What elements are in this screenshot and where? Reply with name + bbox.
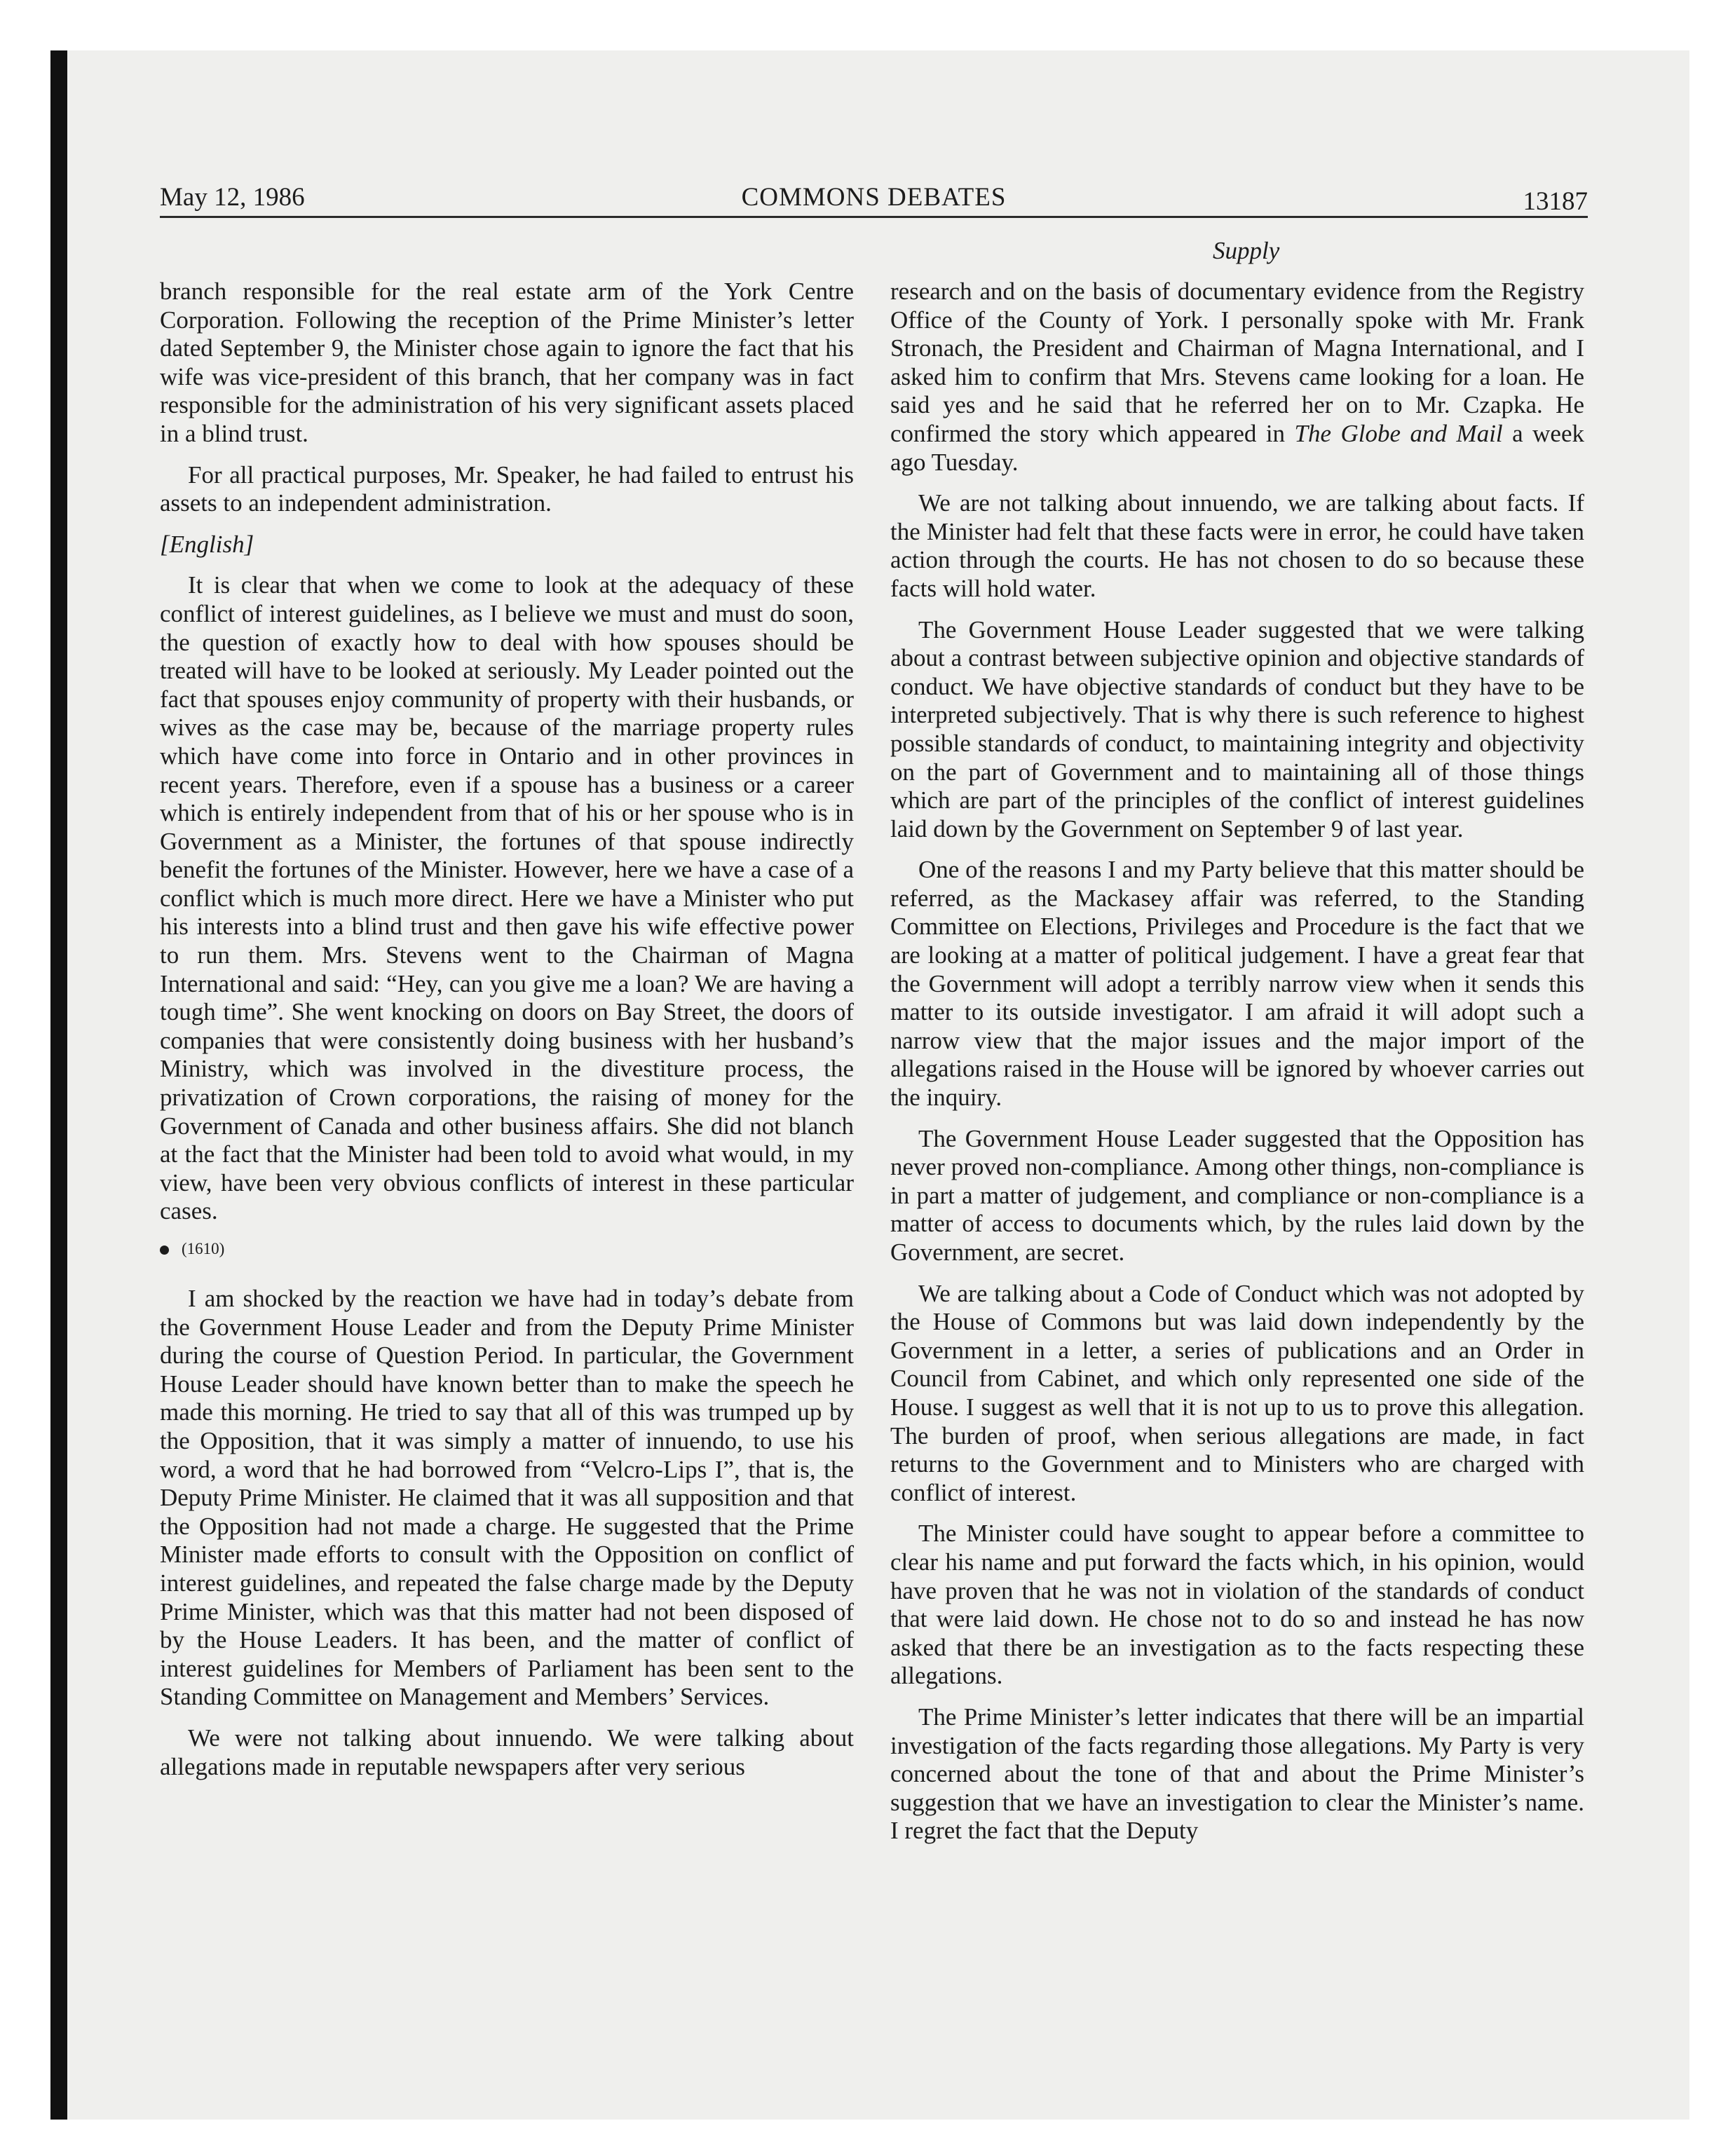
paragraph: For all practical purposes, Mr. Speaker, he had failed to entrust his assets to an independent administration.	[160, 460, 854, 517]
header-page-number: 13187	[1523, 187, 1588, 216]
paragraph: The Minister could have sought to appear before a committee to clear his name and put forward the facts which, in his opinion, would have proven that he was not in violation of the standards of conduct that were laid down. He chose not to do so and instead he has now asked that there be an investigation as to the facts respecting these allegations.	[890, 1520, 1584, 1690]
header-title: COMMONS DEBATES	[741, 183, 1007, 212]
paragraph: We were not talking about innuendo. We were talking about allegations made in reputable newspapers after very serious	[160, 1724, 854, 1780]
paragraph: It is clear that when we come to look at the adequacy of these conflict of interest guidelines, as I believe we must and must do soon, the question of exactly how to deal with how spouses should be treated will have to be looked at seriously. My Leader pointed out the fact that spouses enjoy community of property with their husbands, or wives as the case may be, because of the marriage property rules which have come into force in Ontario and in other provinces in recent years. Therefore, even if a spouse has a business or a career which is entirely independent from that of his or her spouse who is in Government as a Minister, the fortunes of that spouse indirectly benefit the fortunes of the Minister. However, here we have a case of a conflict which is much more direct. Here we have a Minister who put his interests into a blind trust and then gave his wife effective power to run them. Mrs. Stevens went to the Chairman of Magna International and said: “Hey, can you give me a loan? We are having a tough time”. She went knocking on doors on Bay Street, the doors of companies that were consistently doing business with her husband’s Ministry, which was involved in the divestiture process, the privatization of Crown corporations, the raising of money for the Government of Canada and other business affairs. She did not blanch at the fact that the Minister had been told to avoid what would, in my view, have been very obvious conflicts of interest in these particular cases.	[160, 571, 854, 1225]
left-column	[160, 278, 854, 1794]
paragraph: We are not talking about innuendo, we are talking about facts. If the Minister had felt that these facts were in error, he could have taken action through the courts. He has not chosen to do so because these facts will hold water.	[890, 489, 1584, 602]
paragraph-text: a week ago Tuesday.	[890, 419, 1584, 476]
page-header	[160, 179, 1588, 218]
header-date: May 12, 1986	[160, 183, 305, 212]
newspaper-title: The Globe and Mail	[1294, 419, 1503, 447]
paragraph: The Government House Leader suggested that the Opposition has never proved non-compliance. Among other things, non-compliance is in part a matter of judgement, and compliance or non-compliance is a matter of access to documents which, by the rules laid down by the Government, are secret.	[890, 1124, 1584, 1266]
paragraph: branch responsible for the real estate arm of the York Centre Corporation. Following the reception of the Prime Minister’s letter dated September 9, the Minister chose again to ignore the fact that his wife was vice-president of this branch, that her company was in fact responsible for the administration of his very significant assets placed in a blind trust.	[160, 278, 854, 447]
paragraph-text: research and on the basis of documentary evidence from the Registry Office of the County of York. I personally spoke with Mr. Frank Stronach, the President and Chairman of Magna International, and I asked him to confirm that Mrs. Stevens came looking for a loan. He said yes and he said that he referred her on to Mr. Czapka. He confirmed the story which appeared in	[890, 278, 1584, 447]
paragraph: I am shocked by the reaction we have had in today’s debate from the Government House Leader and from the Deputy Prime Minister during the course of Question Period. In particular, the Government House Leader should have known better than to make the speech he made this morning. He tried to say that all of this was trumped up by the Opposition, that it was simply a matter of innuendo, to use his word, a word that he had borrowed from “Velcro-Lips I”, that is, the Deputy Prime Minister. He claimed that it was all supposition and that the Opposition had not made a charge. He suggested that the Prime Minister made efforts to consult with the Opposition on conflict of interest guidelines, and repeated the false charge made by the Deputy Prime Minister, which was that this matter had not been disposed of by the House Leaders. It has been, and the matter of conflict of interest guidelines for Members of Parliament has been sent to the Standing Committee on Management and Members’ Services.	[160, 1285, 854, 1711]
paragraph: The Prime Minister’s letter indicates that there will be an impartial investigation of the facts regarding those allegations. My Party is very concerned about the tone of that and about the Prime Minister’s suggestion that we have an investigation to clear the Minister’s name. I regret the fact that the Deputy	[890, 1703, 1584, 1845]
paragraph	[890, 278, 1584, 477]
language-label: [English]	[160, 530, 254, 558]
time-marker	[160, 1239, 854, 1260]
right-column	[890, 278, 1584, 1858]
time-marker-text: (1610)	[182, 1240, 225, 1257]
paragraph: The Government House Leader suggested that we were talking about a contrast between subjective opinion and objective standards of conduct. We have objective standards of conduct but they have to be interpreted subjectively. That is why there is such reference to highest possible standards of conduct, to maintaining integrity and objectivity on the part of Government and to maintaining all of those things which are part of the principles of the conflict of interest guidelines laid down by the Government on September 9 of last year.	[890, 615, 1584, 842]
paragraph: One of the reasons I and my Party believe that this matter should be referred, as the Mackasey affair was referred, to the Standing Committee on Elections, Privileges and Procedure is the fact that we are looking at a matter of political judgement. I have a great fear that the Government will adopt a terribly narrow view when it sends this matter to its outside investigator. I am afraid it will adopt such a narrow view that the major issues and the major import of the allegations raised in the House will be ignored by whoever carries out the inquiry.	[890, 856, 1584, 1112]
scan-edge	[50, 50, 67, 2120]
bullet-icon	[160, 1246, 169, 1255]
paragraph: We are talking about a Code of Conduct which was not adopted by the House of Commons but was laid down independently by the Government in a letter, a series of publications and an Order in Council from Cabinet, and which only represented one side of the House. I suggest as well that it is not up to us to prove this allegation. The burden of proof, when serious allegations are made, in fact returns to the Government and to Ministers who are charged with conflict of interest.	[890, 1279, 1584, 1506]
section-heading: Supply	[1213, 237, 1280, 264]
